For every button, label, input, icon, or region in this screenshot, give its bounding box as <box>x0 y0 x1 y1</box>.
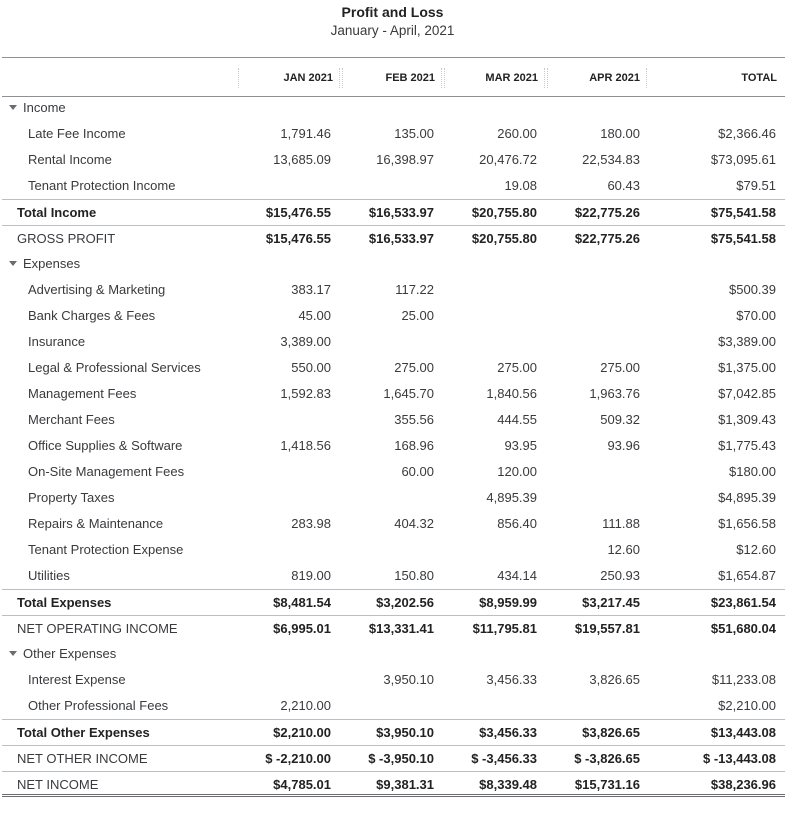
table-row-late-fee-income <box>2 121 785 147</box>
row-value-total[interactable]: $2,366.46 <box>718 126 776 141</box>
column-header-total[interactable]: TOTAL <box>741 72 777 84</box>
row-value-feb[interactable]: 25.00 <box>401 308 434 323</box>
row-value-total[interactable]: $23,861.54 <box>710 595 776 610</box>
section-row-expenses[interactable] <box>2 251 785 277</box>
row-value-total[interactable]: $180.00 <box>729 464 776 479</box>
table-row-total-income <box>2 199 785 225</box>
row-value-total[interactable]: $1,775.43 <box>718 438 776 453</box>
row-value-total[interactable]: $79.51 <box>736 178 776 193</box>
row-value-mar[interactable]: $8,959.99 <box>479 595 537 610</box>
row-value-jan <box>221 251 331 277</box>
table-row-office-supplies-and-software <box>2 433 785 459</box>
row-value-feb <box>334 641 434 667</box>
row-label[interactable]: Merchant Fees <box>28 412 115 427</box>
row-value-apr[interactable]: 93.96 <box>607 438 640 453</box>
row-value-mar[interactable]: 434.14 <box>497 568 537 583</box>
row-value-jan <box>221 641 331 667</box>
row-value-jan[interactable]: 283.98 <box>291 516 331 531</box>
row-value-jan <box>221 173 331 199</box>
row-value-mar[interactable]: $20,755.80 <box>471 231 537 246</box>
row-value-jan[interactable]: $15,476.55 <box>265 205 331 220</box>
row-value-apr[interactable]: $ -3,826.65 <box>574 751 640 766</box>
section-label: Expenses <box>23 256 81 271</box>
row-value-apr[interactable]: 111.88 <box>602 516 640 531</box>
row-value-feb[interactable]: $3,950.10 <box>376 725 434 740</box>
row-value-feb[interactable]: $9,381.31 <box>376 777 434 792</box>
row-value-total[interactable]: $73,095.61 <box>710 152 776 167</box>
row-label[interactable]: Legal & Professional Services <box>28 360 201 375</box>
table-row-total-other-expenses <box>2 719 785 745</box>
row-value-apr[interactable]: 509.32 <box>600 412 640 427</box>
row-value-jan <box>221 537 331 563</box>
column-header-apr[interactable]: APR 2021 <box>547 68 647 88</box>
row-value-feb[interactable]: 168.96 <box>394 438 434 453</box>
row-value-jan[interactable]: $6,995.01 <box>273 621 331 636</box>
row-value-mar <box>437 537 537 563</box>
table-row-property-taxes <box>2 485 785 511</box>
row-value-feb[interactable]: 60.00 <box>401 464 434 479</box>
row-value-apr[interactable]: 22,534.83 <box>582 152 640 167</box>
row-value-mar[interactable]: 3,456.33 <box>486 672 537 687</box>
row-value-feb <box>334 95 434 121</box>
table-row-net-other-income <box>2 745 785 771</box>
row-label[interactable]: Tenant Protection Expense <box>28 542 184 557</box>
row-value-mar[interactable]: 19.08 <box>504 178 537 193</box>
row-value-feb[interactable]: $ -3,950.10 <box>368 751 434 766</box>
row-value-total[interactable]: $12.60 <box>736 542 776 557</box>
row-label[interactable]: Late Fee Income <box>28 126 126 141</box>
row-value-jan[interactable]: 45.00 <box>298 308 331 323</box>
row-value-mar[interactable]: 120.00 <box>497 464 537 479</box>
table-row-bank-charges-and-fees <box>2 303 785 329</box>
row-value-apr <box>540 251 640 277</box>
row-value-apr <box>540 277 640 303</box>
row-value-feb[interactable]: $3,202.56 <box>376 595 434 610</box>
row-value-apr[interactable]: $22,775.26 <box>574 205 640 220</box>
row-value-mar[interactable]: $3,456.33 <box>479 725 537 740</box>
row-value-apr <box>540 303 640 329</box>
row-label: NET INCOME <box>17 777 99 792</box>
row-value-jan[interactable]: 3,389.00 <box>280 334 331 349</box>
row-value-jan[interactable]: 1,791.46 <box>280 126 331 141</box>
collapse-caret-icon[interactable] <box>9 105 17 110</box>
row-value-apr <box>540 95 640 121</box>
row-value-mar <box>437 251 537 277</box>
row-value-jan <box>221 485 331 511</box>
section-label: Other Expenses <box>23 646 117 661</box>
row-value-total[interactable]: $1,375.00 <box>718 360 776 375</box>
row-value-mar[interactable]: $8,339.48 <box>479 777 537 792</box>
row-value-feb[interactable]: 135.00 <box>394 126 434 141</box>
row-value-total[interactable]: $75,541.58 <box>710 231 776 246</box>
row-value-total[interactable]: $4,895.39 <box>718 490 776 505</box>
column-header-row <box>2 57 785 97</box>
row-value-total[interactable]: $1,656.58 <box>718 516 776 531</box>
row-value-mar <box>437 277 537 303</box>
row-value-mar[interactable]: 4,895.39 <box>486 490 537 505</box>
row-value-total[interactable]: $51,680.04 <box>710 621 776 636</box>
row-label[interactable]: Utilities <box>28 568 70 583</box>
row-label[interactable]: Management Fees <box>28 386 137 401</box>
row-value-mar[interactable]: $11,795.81 <box>472 621 537 636</box>
row-value-total[interactable]: $1,654.87 <box>718 568 776 583</box>
row-value-mar <box>437 95 537 121</box>
row-value-mar[interactable]: 275.00 <box>497 360 537 375</box>
row-value-apr[interactable]: 250.93 <box>600 568 640 583</box>
table-row-gross-profit <box>2 225 785 251</box>
row-label <box>9 251 80 277</box>
row-label[interactable]: Office Supplies & Software <box>28 438 183 453</box>
row-value-mar[interactable]: 1,840.56 <box>486 386 537 401</box>
row-value-apr <box>540 641 640 667</box>
row-value-feb <box>334 485 434 511</box>
table-row-net-operating-income <box>2 615 785 641</box>
row-value-jan[interactable]: $2,210.00 <box>273 725 331 740</box>
row-value-total[interactable]: $38,236.96 <box>710 777 776 792</box>
row-value-feb[interactable]: 117.22 <box>395 282 434 297</box>
row-value-total[interactable]: $ -13,443.08 <box>702 751 776 766</box>
row-value-jan[interactable]: 13,685.09 <box>273 152 331 167</box>
row-value-apr[interactable]: $15,731.16 <box>574 777 640 792</box>
row-label[interactable]: Advertising & Marketing <box>28 282 166 297</box>
row-value-feb[interactable]: 150.80 <box>394 568 434 583</box>
row-value-jan[interactable]: $ -2,210.00 <box>265 751 331 766</box>
row-value-feb <box>334 537 434 563</box>
table-row-tenant-protection-expense <box>2 537 785 563</box>
row-label: NET OPERATING INCOME <box>17 621 178 636</box>
row-value-feb[interactable]: $13,331.41 <box>368 621 434 636</box>
row-value-feb[interactable]: 404.32 <box>394 516 434 531</box>
row-value-total[interactable]: $70.00 <box>736 308 776 323</box>
row-value-jan[interactable]: $15,476.55 <box>265 231 331 246</box>
row-value-feb[interactable]: $16,533.97 <box>368 231 434 246</box>
row-value-mar <box>437 693 537 719</box>
row-value-jan <box>221 407 331 433</box>
row-value-jan[interactable]: $8,481.54 <box>273 595 331 610</box>
row-value-total[interactable]: $500.39 <box>729 282 776 297</box>
row-value-jan[interactable]: 1,592.83 <box>280 386 331 401</box>
report-title: Profit and Loss <box>341 4 444 20</box>
row-value-feb <box>334 173 434 199</box>
row-value-mar[interactable]: $ -3,456.33 <box>471 751 537 766</box>
row-value-apr[interactable]: 60.43 <box>607 178 640 193</box>
row-label: GROSS PROFIT <box>17 231 116 246</box>
row-label[interactable]: Repairs & Maintenance <box>28 516 164 531</box>
row-value-apr[interactable]: 275.00 <box>600 360 640 375</box>
row-value-feb <box>334 329 434 355</box>
row-value-feb[interactable]: 3,950.10 <box>383 672 434 687</box>
row-value-apr[interactable]: 1,963.76 <box>589 386 640 401</box>
table-row-legal-and-professional-services <box>2 355 785 381</box>
table-row-utilities <box>2 563 785 589</box>
row-value-total[interactable]: $7,042.85 <box>718 386 776 401</box>
table-row-advertising-and-marketing <box>2 277 785 303</box>
row-value-apr <box>540 329 640 355</box>
row-label: Total Expenses <box>17 595 112 610</box>
row-value-apr[interactable]: 180.00 <box>600 126 640 141</box>
row-label[interactable]: Insurance <box>28 334 86 349</box>
row-value-feb[interactable]: 355.56 <box>394 412 434 427</box>
row-value-mar <box>437 303 537 329</box>
row-label[interactable]: Rental Income <box>28 152 112 167</box>
row-value-apr[interactable]: $19,557.81 <box>574 621 640 636</box>
table-row-insurance <box>2 329 785 355</box>
column-header-feb[interactable]: FEB 2021 <box>342 68 442 88</box>
row-value-jan[interactable]: 2,210.00 <box>280 698 331 713</box>
row-value-total[interactable]: $13,443.08 <box>710 725 776 740</box>
row-value-jan[interactable]: 383.17 <box>291 282 331 297</box>
row-value-total[interactable]: $75,541.58 <box>710 205 776 220</box>
row-value-mar <box>437 329 537 355</box>
row-value-mar[interactable]: 444.55 <box>497 412 537 427</box>
row-value-mar <box>437 641 537 667</box>
column-header-jan[interactable]: JAN 2021 <box>238 68 340 88</box>
row-value-feb[interactable]: 16,398.97 <box>376 152 434 167</box>
row-label <box>9 641 116 667</box>
row-value-feb <box>334 251 434 277</box>
row-label[interactable]: On-Site Management Fees <box>28 464 185 479</box>
row-value-jan[interactable]: 819.00 <box>291 568 331 583</box>
row-label[interactable]: Other Professional Fees <box>28 698 169 713</box>
section-label: Income <box>23 100 66 115</box>
row-value-apr[interactable]: $3,826.65 <box>582 725 640 740</box>
row-value-mar[interactable]: 20,476.72 <box>479 152 537 167</box>
row-value-feb[interactable]: 275.00 <box>394 360 434 375</box>
row-label: Total Other Expenses <box>17 725 150 740</box>
row-value-apr[interactable]: $22,775.26 <box>574 231 640 246</box>
row-value-total <box>646 641 776 667</box>
row-label: NET OTHER INCOME <box>17 751 148 766</box>
row-value-total[interactable]: $2,210.00 <box>718 698 776 713</box>
row-value-feb[interactable]: 1,645.70 <box>383 386 434 401</box>
row-label[interactable]: Bank Charges & Fees <box>28 308 156 323</box>
table-row-net-income <box>2 771 785 797</box>
collapse-caret-icon[interactable] <box>9 261 17 266</box>
row-value-jan[interactable]: 1,418.56 <box>280 438 331 453</box>
row-value-feb[interactable]: $16,533.97 <box>368 205 434 220</box>
row-value-jan[interactable]: 550.00 <box>291 360 331 375</box>
table-row-repairs-and-maintenance <box>2 511 785 537</box>
row-value-jan <box>221 95 331 121</box>
row-value-apr <box>540 485 640 511</box>
row-value-jan <box>221 459 331 485</box>
row-label[interactable]: Property Taxes <box>28 490 115 505</box>
row-value-total[interactable]: $3,389.00 <box>718 334 776 349</box>
row-value-total <box>646 251 776 277</box>
row-value-apr[interactable]: $3,217.45 <box>582 595 640 610</box>
column-header-mar[interactable]: MAR 2021 <box>444 68 545 88</box>
table-row-merchant-fees <box>2 407 785 433</box>
row-label[interactable]: Tenant Protection Income <box>28 178 176 193</box>
row-value-feb <box>334 693 434 719</box>
row-value-mar[interactable]: 856.40 <box>497 516 537 531</box>
row-value-apr <box>540 693 640 719</box>
report-period: January - April, 2021 <box>330 23 455 38</box>
table-row-total-expenses <box>2 589 785 615</box>
collapse-caret-icon[interactable] <box>9 651 17 656</box>
row-value-mar[interactable]: $20,755.80 <box>471 205 537 220</box>
row-value-total[interactable]: $1,309.43 <box>718 412 776 427</box>
row-label: Total Income <box>17 205 97 220</box>
row-value-mar[interactable]: 260.00 <box>497 126 537 141</box>
row-value-jan[interactable]: $4,785.01 <box>273 777 331 792</box>
report-rows <box>2 95 785 797</box>
row-value-total <box>646 95 776 121</box>
row-value-apr[interactable]: 12.60 <box>607 542 640 557</box>
table-row-on-site-management-fees <box>2 459 785 485</box>
table-row-interest-expense <box>2 667 785 693</box>
section-row-income[interactable] <box>2 95 785 121</box>
row-value-total[interactable]: $11,233.08 <box>711 672 776 687</box>
table-row-rental-income <box>2 147 785 173</box>
table-row-tenant-protection-income <box>2 173 785 199</box>
row-value-jan <box>221 667 331 693</box>
row-value-apr <box>540 459 640 485</box>
table-row-management-fees <box>2 381 785 407</box>
row-value-apr[interactable]: 3,826.65 <box>589 672 640 687</box>
row-label <box>9 95 66 121</box>
table-row-other-professional-fees <box>2 693 785 719</box>
row-value-mar[interactable]: 93.95 <box>504 438 537 453</box>
row-label[interactable]: Interest Expense <box>28 672 126 687</box>
section-row-other-expenses[interactable] <box>2 641 785 667</box>
